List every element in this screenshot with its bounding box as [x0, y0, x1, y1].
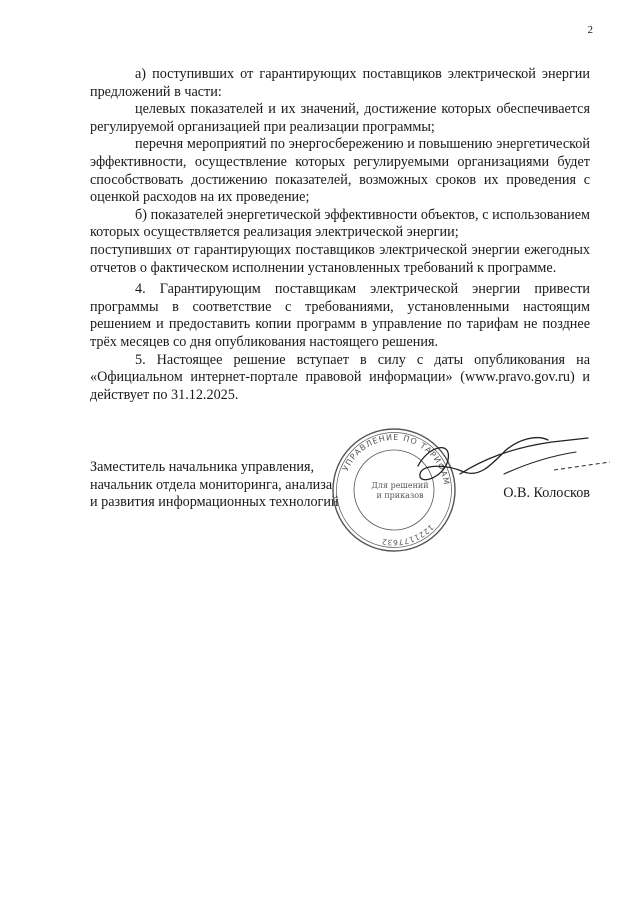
stamp-number: 1221177632: [380, 522, 436, 548]
signer-title-line: начальник отдела мониторинга, анализа: [90, 476, 333, 493]
page-number: 2: [587, 24, 593, 36]
stamp-inner-text: и приказов: [376, 491, 424, 500]
paragraph-reports: поступивших от гарантирующих поставщиков электрической энергии ежегодных отчетов о фактическом исполнении установленных требований к программе.: [90, 241, 590, 276]
document-body: [90, 66, 590, 404]
signer-title-line: и развития информационных технологий: [90, 494, 339, 511]
paragraph-b: б) показателей энергетической эффективности объектов, с использованием которых осуществляется реализация электрической энергии;: [90, 206, 590, 241]
paragraph-4: 4. Гарантирующим поставщикам электрической энергии привести программы в соответствие с требованиями, установленными настоящим решением и предоставить копии программ в управление по тарифам не позднее трёх месяцев со дня опубликования настоящего решения.: [90, 281, 590, 350]
stamp-inner-text: Для решений: [371, 481, 429, 490]
paragraph-a: а) поступивших от гарантирующих поставщиков электрической энергии предложений в части:: [90, 66, 590, 100]
paragraph-measures: перечня мероприятий по энергосбережению и повышению энергетической эффективности, осуществление которых регулируемыми организациями будет способствовать достижению показателей, возможных сроков их проведения с оценкой расходов на их проведение;: [90, 136, 590, 206]
signer-title-line: Заместитель начальника управления,: [90, 459, 315, 475]
signer-name: О.В. Колосков: [503, 485, 590, 501]
svg-text:1221177632: [381, 523, 436, 547]
signature-block: [90, 432, 590, 549]
paragraph-5: 5. Настоящее решение вступает в силу с даты опубликования на «Официальном интернет-портале правовой информации» (www.pravo.gov.ru) и действует по 31.12.2025.: [90, 351, 590, 403]
paragraph-targets: целевых показателей и их значений, достижение которых обеспечивается регулируемой организацией при реализации программы;: [90, 101, 590, 135]
stamp-ring-text: УПРАВЛЕНИЕ ПО ТАРИФАМ: [341, 432, 451, 487]
